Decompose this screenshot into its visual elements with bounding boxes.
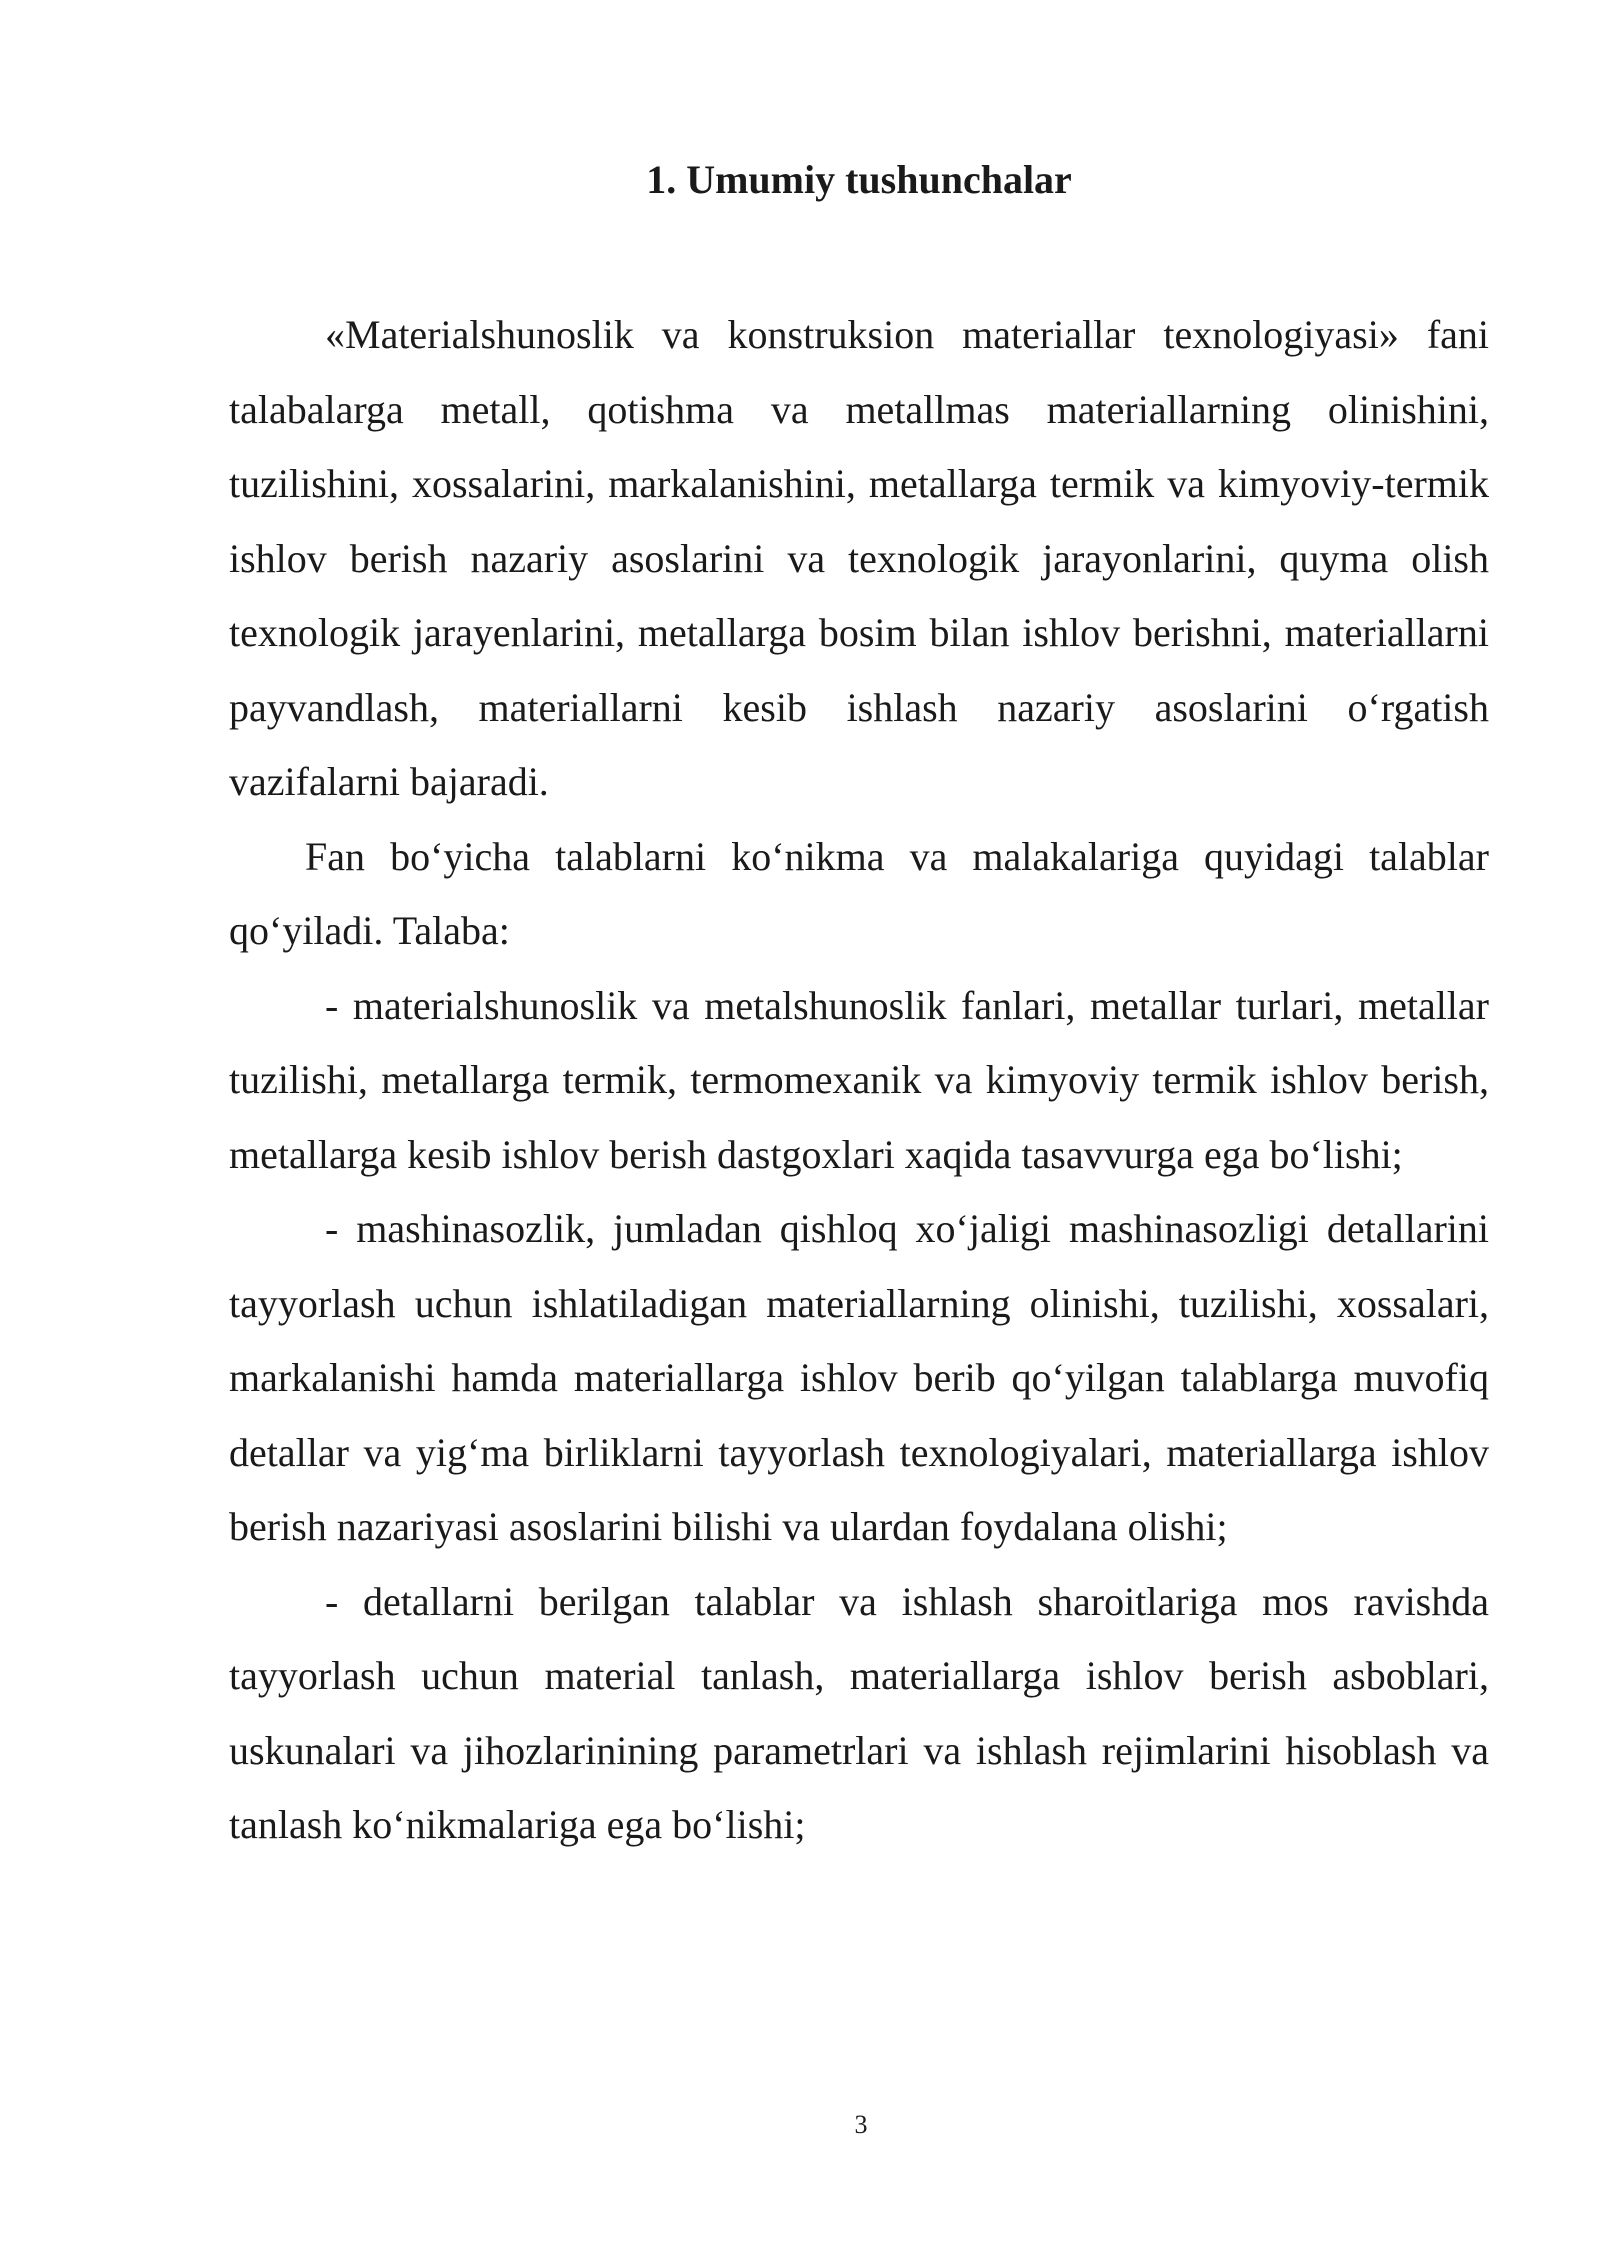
- list-item: - detallarni berilgan talablar va ishlash sharoitlariga mos ravishda tayyorlash uchun material tanlash, materiallarga ishlov berish asboblari, uskunalari va jihozlarinining parametrlari va ishlash rejimlarini hisoblash va tanlash ko‘nikmalariga ega bo‘lishi;: [229, 1578, 1489, 1847]
- page-number: 3: [854, 2110, 868, 2139]
- list-item: - materialshunoslik va metalshunoslik fanlari, metallar turlari, metallar tuzilishi, metallarga termik, termomexanik va kimyoviy termik ishlov berish, metallarga kesib ishlov berish dastgoxlari xaqida tasavvurga ega bo‘lishi;: [229, 982, 1489, 1177]
- requirements-paragraph: Fan bo‘yicha talablarni ko‘nikma va malakalariga quyidagi talablar qo‘yiladi. Talaba:: [229, 833, 1489, 953]
- document-page: [229, 150, 1489, 1863]
- intro-paragraph: «Materialshunoslik va konstruksion materiallar texnologiyasi» fani talabalarga metall, qotishma va metallmas materiallarning olinishini, tuzilishini, xossalarini, markalanishini, metallarga termik va kimyoviy-termik ishlov berish nazariy asoslarini va texnologik jarayonlarini, quyma olish texnologik jarayenlarini, metallarga bosim bilan ishlov berishni, materiallarni payvandlash, materiallarni kesib ishlash nazariy asoslarini o‘rgatish vazifalarni bajaradi.: [229, 312, 1489, 804]
- section-heading: 1. Umumiy tushunchalar: [646, 157, 1072, 202]
- list-item: - mashinasozlik, jumladan qishloq xo‘jaligi mashinasozligi detallarini tayyorlash uchun ishlatiladigan materiallarning olinishi, tuzilishi, xossalari, markalanishi hamda materiallarga ishlov berib qo‘yilgan talablarga muvofiq detallar va yig‘ma birliklarni tayyorlash texnologiyalari, materiallarga ishlov berish nazariyasi asoslarini bilishi va ulardan foydalana olishi;: [229, 1206, 1489, 1549]
